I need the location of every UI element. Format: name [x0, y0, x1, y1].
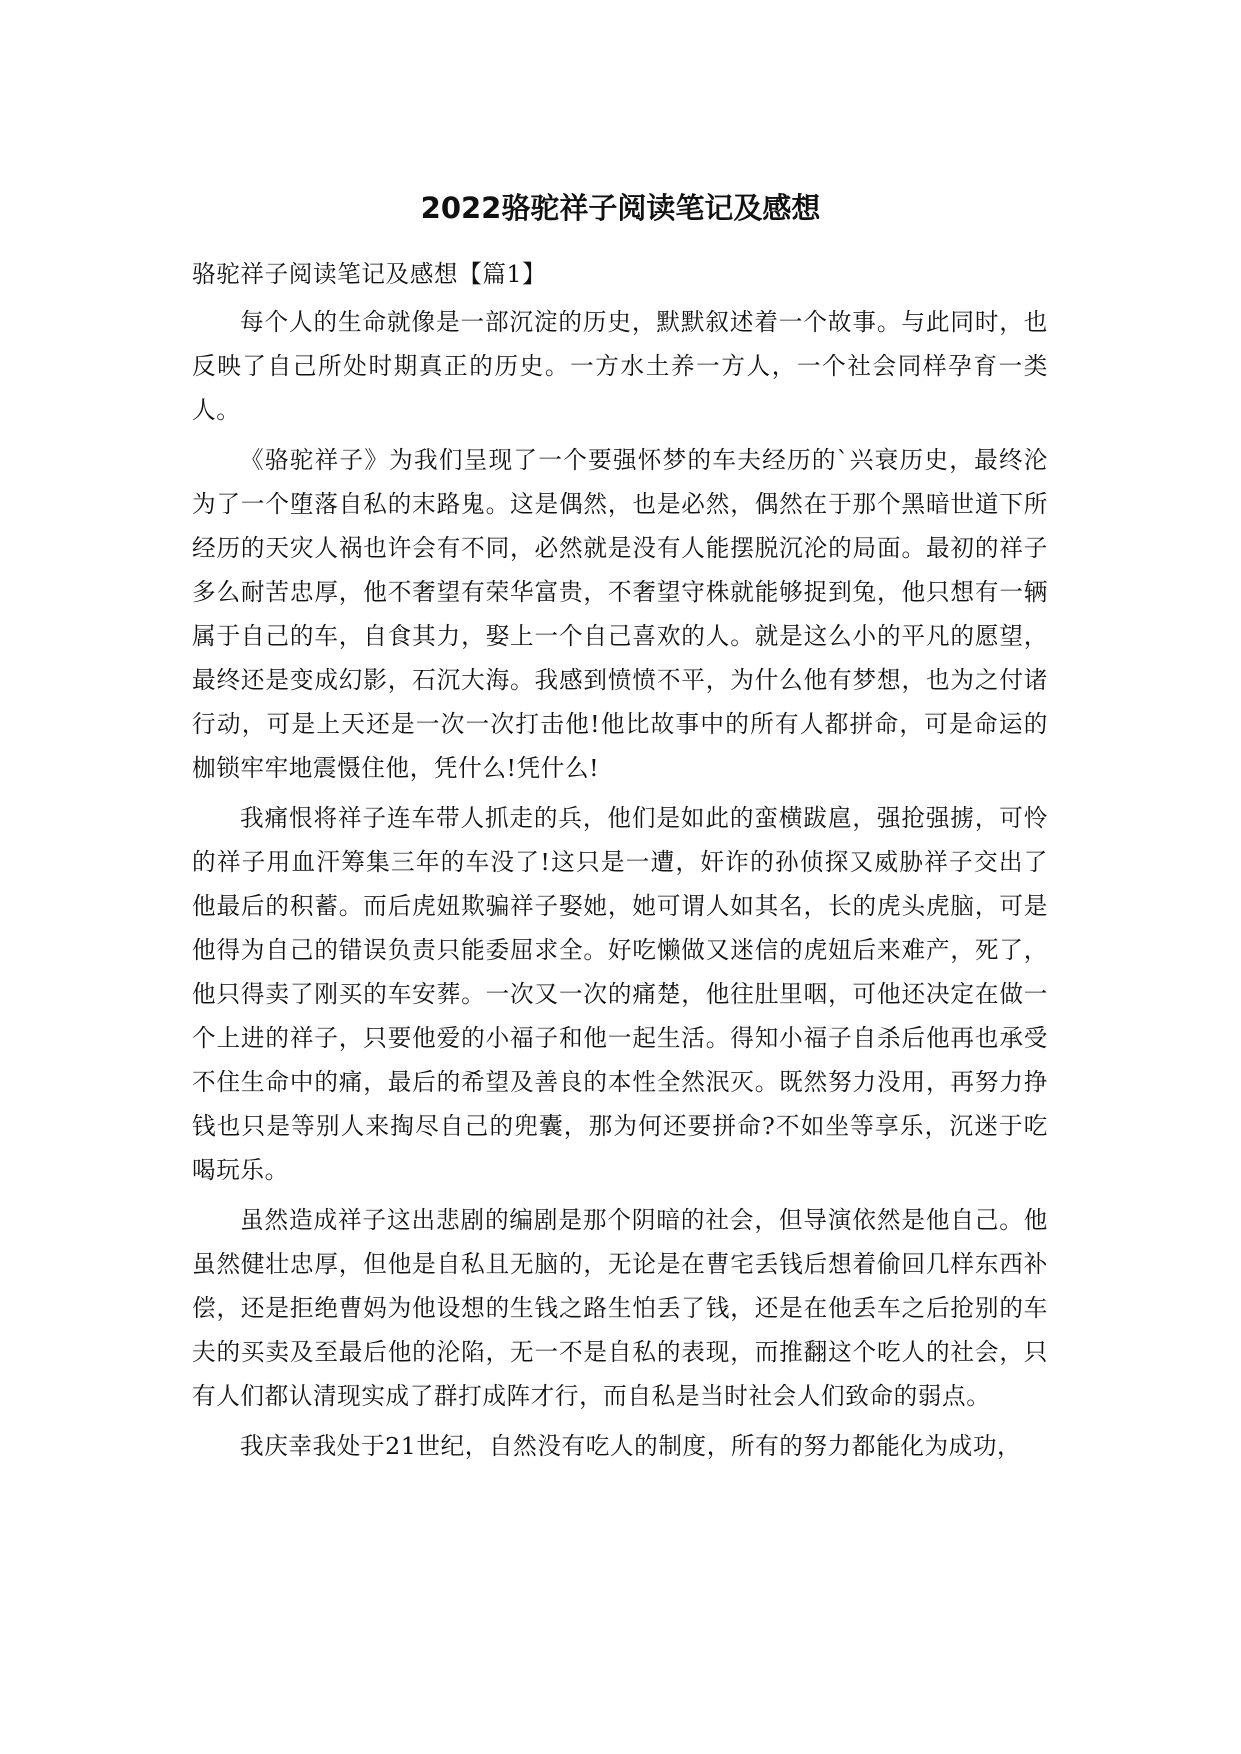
- body-paragraph: 我庆幸我处于21世纪，自然没有吃人的制度，所有的努力都能化为成功，: [240, 1432, 1022, 1460]
- body-paragraph: 我痛恨将祥子连车带人抓走的兵，他们是如此的蛮横跋扈，强抢强掳，可怜的祥子用血汗筹集三年的车没了!这只是一遭，奸诈的孙侦探又威胁祥子交出了他最后的积蓄。而后虎妞欺骗祥子娶她，她可谓人如其名，长的虎头虎脑，可是他得为自己的错误负责只能委屈求全。好吃懒做又迷信的虎妞后来难产，死了，他只得卖了刚买的车安葬。一次又一次的痛楚，他往肚里咽，可他还决定在做一个上进的祥子，只要他爱的小福子和他一起生活。得知小福子自杀后他再也承受不住生命中的痛，最后的希望及善良的本性全然泯灭。既然努力没用，再努力挣钱也只是等别人来掏尽自己的兜囊，那为何还要拼命?不如坐等享乐，沉迷于吃喝玩乐。: [192, 804, 1048, 1184]
- document-title: 2022骆驼祥子阅读笔记及感想: [420, 191, 821, 225]
- body-paragraph: 虽然造成祥子这出悲剧的编剧是那个阴暗的社会，但导演依然是他自己。他虽然健壮忠厚，但他是自私且无脑的，无论是在曹宅丢钱后想着偷回几样东西补偿，还是拒绝曹妈为他设想的生钱之路生怕丢了钱，还是在他丢车之后抢别的车夫的买卖及至最后他的沦陷，无一不是自私的表现，而推翻这个吃人的社会，只有人们都认清现实成了群打成阵才行，而自私是当时社会人们致命的弱点。: [192, 1206, 1048, 1410]
- body-paragraph: 《骆驼祥子》为我们呈现了一个要强怀梦的车夫经历的`兴衰历史，最终沦为了一个堕落自私的末路鬼。这是偶然，也是必然，偶然在于那个黑暗世道下所经历的天灾人祸也许会有不同，必然就是没有人能摆脱沉沦的局面。最初的祥子多么耐苦忠厚，他不奢望有荣华富贵，不奢望守株就能够捉到兔，他只想有一辆属于自己的车，自食其力，娶上一个自己喜欢的人。就是这么小的平凡的愿望，最终还是变成幻影，石沉大海。我感到愤愤不平，为什么他有梦想，也为之付诸行动，可是上天还是一次一次打击他!他比故事中的所有人都拼命，可是命运的枷锁牢牢地震慑住他，凭什么!凭什么!: [192, 446, 1048, 782]
- body-paragraph: 每个人的生命就像是一部沉淀的历史，默默叙述着一个故事。与此同时，也反映了自己所处时期真正的历史。一方水土养一方人，一个社会同样孕育一类人。: [192, 308, 1048, 424]
- document-body: [192, 252, 1048, 1474]
- section-label: 骆驼祥子阅读笔记及感想【篇1】: [192, 260, 547, 288]
